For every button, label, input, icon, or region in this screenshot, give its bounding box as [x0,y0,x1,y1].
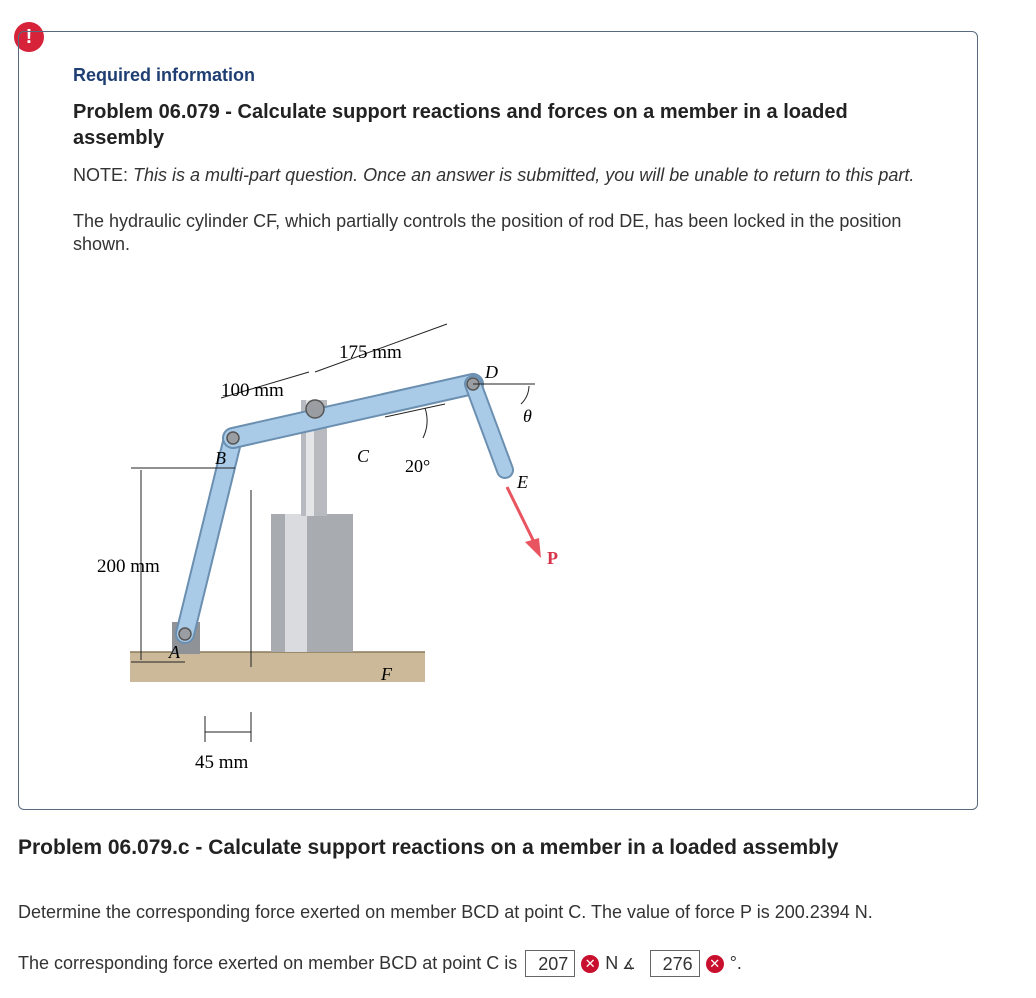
cylinder-highlight [285,514,307,652]
required-info-panel [18,31,978,810]
label-20-deg: 20° [405,456,431,476]
label-F: F [381,664,392,684]
label-P: P [547,548,558,568]
pin-C [306,400,324,418]
part-c-question: Determine the corresponding force exerted on member BCD at point C. The value of force P is 200.2394 N. [18,902,873,922]
degree-suffix: °. [729,953,742,973]
label-theta: θ [523,406,532,426]
pin-A [179,628,191,640]
label-C: C [357,446,370,466]
note-text [73,164,933,187]
force-P-shaft [507,487,535,544]
alert-icon: ! [14,22,44,52]
label-E: E [517,472,528,492]
label-A: A [169,642,180,662]
rod-DE-fill [473,384,505,470]
cylinder-body [271,514,353,652]
label-175: 175 mm [339,342,402,363]
answer-line [18,950,742,977]
pin-B [227,432,239,444]
incorrect-icon: ✕ [706,955,724,973]
force-P-arrowhead [525,538,541,558]
force-answer-input[interactable]: 207 [525,950,575,977]
angle-answer-input[interactable]: 276 [650,950,700,977]
answer-prefix: The corresponding force exerted on member BCD at point C is [18,953,518,973]
label-200: 200 mm [97,556,160,577]
note-body: This is a multi-part question. Once an answer is submitted, you will be unable to return to this part. [133,165,915,185]
problem-description: The hydraulic cylinder CF, which partially controls the position of rod DE, has been locked in the position shown. [73,211,902,254]
label-100: 100 mm [221,380,284,401]
incorrect-icon: ✕ [581,955,599,973]
label-B: B [215,448,226,468]
angle-icon: ∡ [622,955,636,973]
assembly-figure [75,282,575,782]
note-label: NOTE: [73,165,129,185]
label-D: D [485,362,498,382]
part-c-title: Problem 06.079.c - Calculate support reactions on a member in a loaded assembly [18,836,839,859]
problem-title: Problem 06.079 - Calculate support reactions and forces on a member in a loaded assembly [73,101,848,149]
angle-theta-arc [521,386,529,404]
force-unit: N [605,953,619,973]
angle-20-arc [423,408,427,438]
label-45: 45 mm [195,752,249,773]
required-info-heading: Required information [73,65,256,85]
